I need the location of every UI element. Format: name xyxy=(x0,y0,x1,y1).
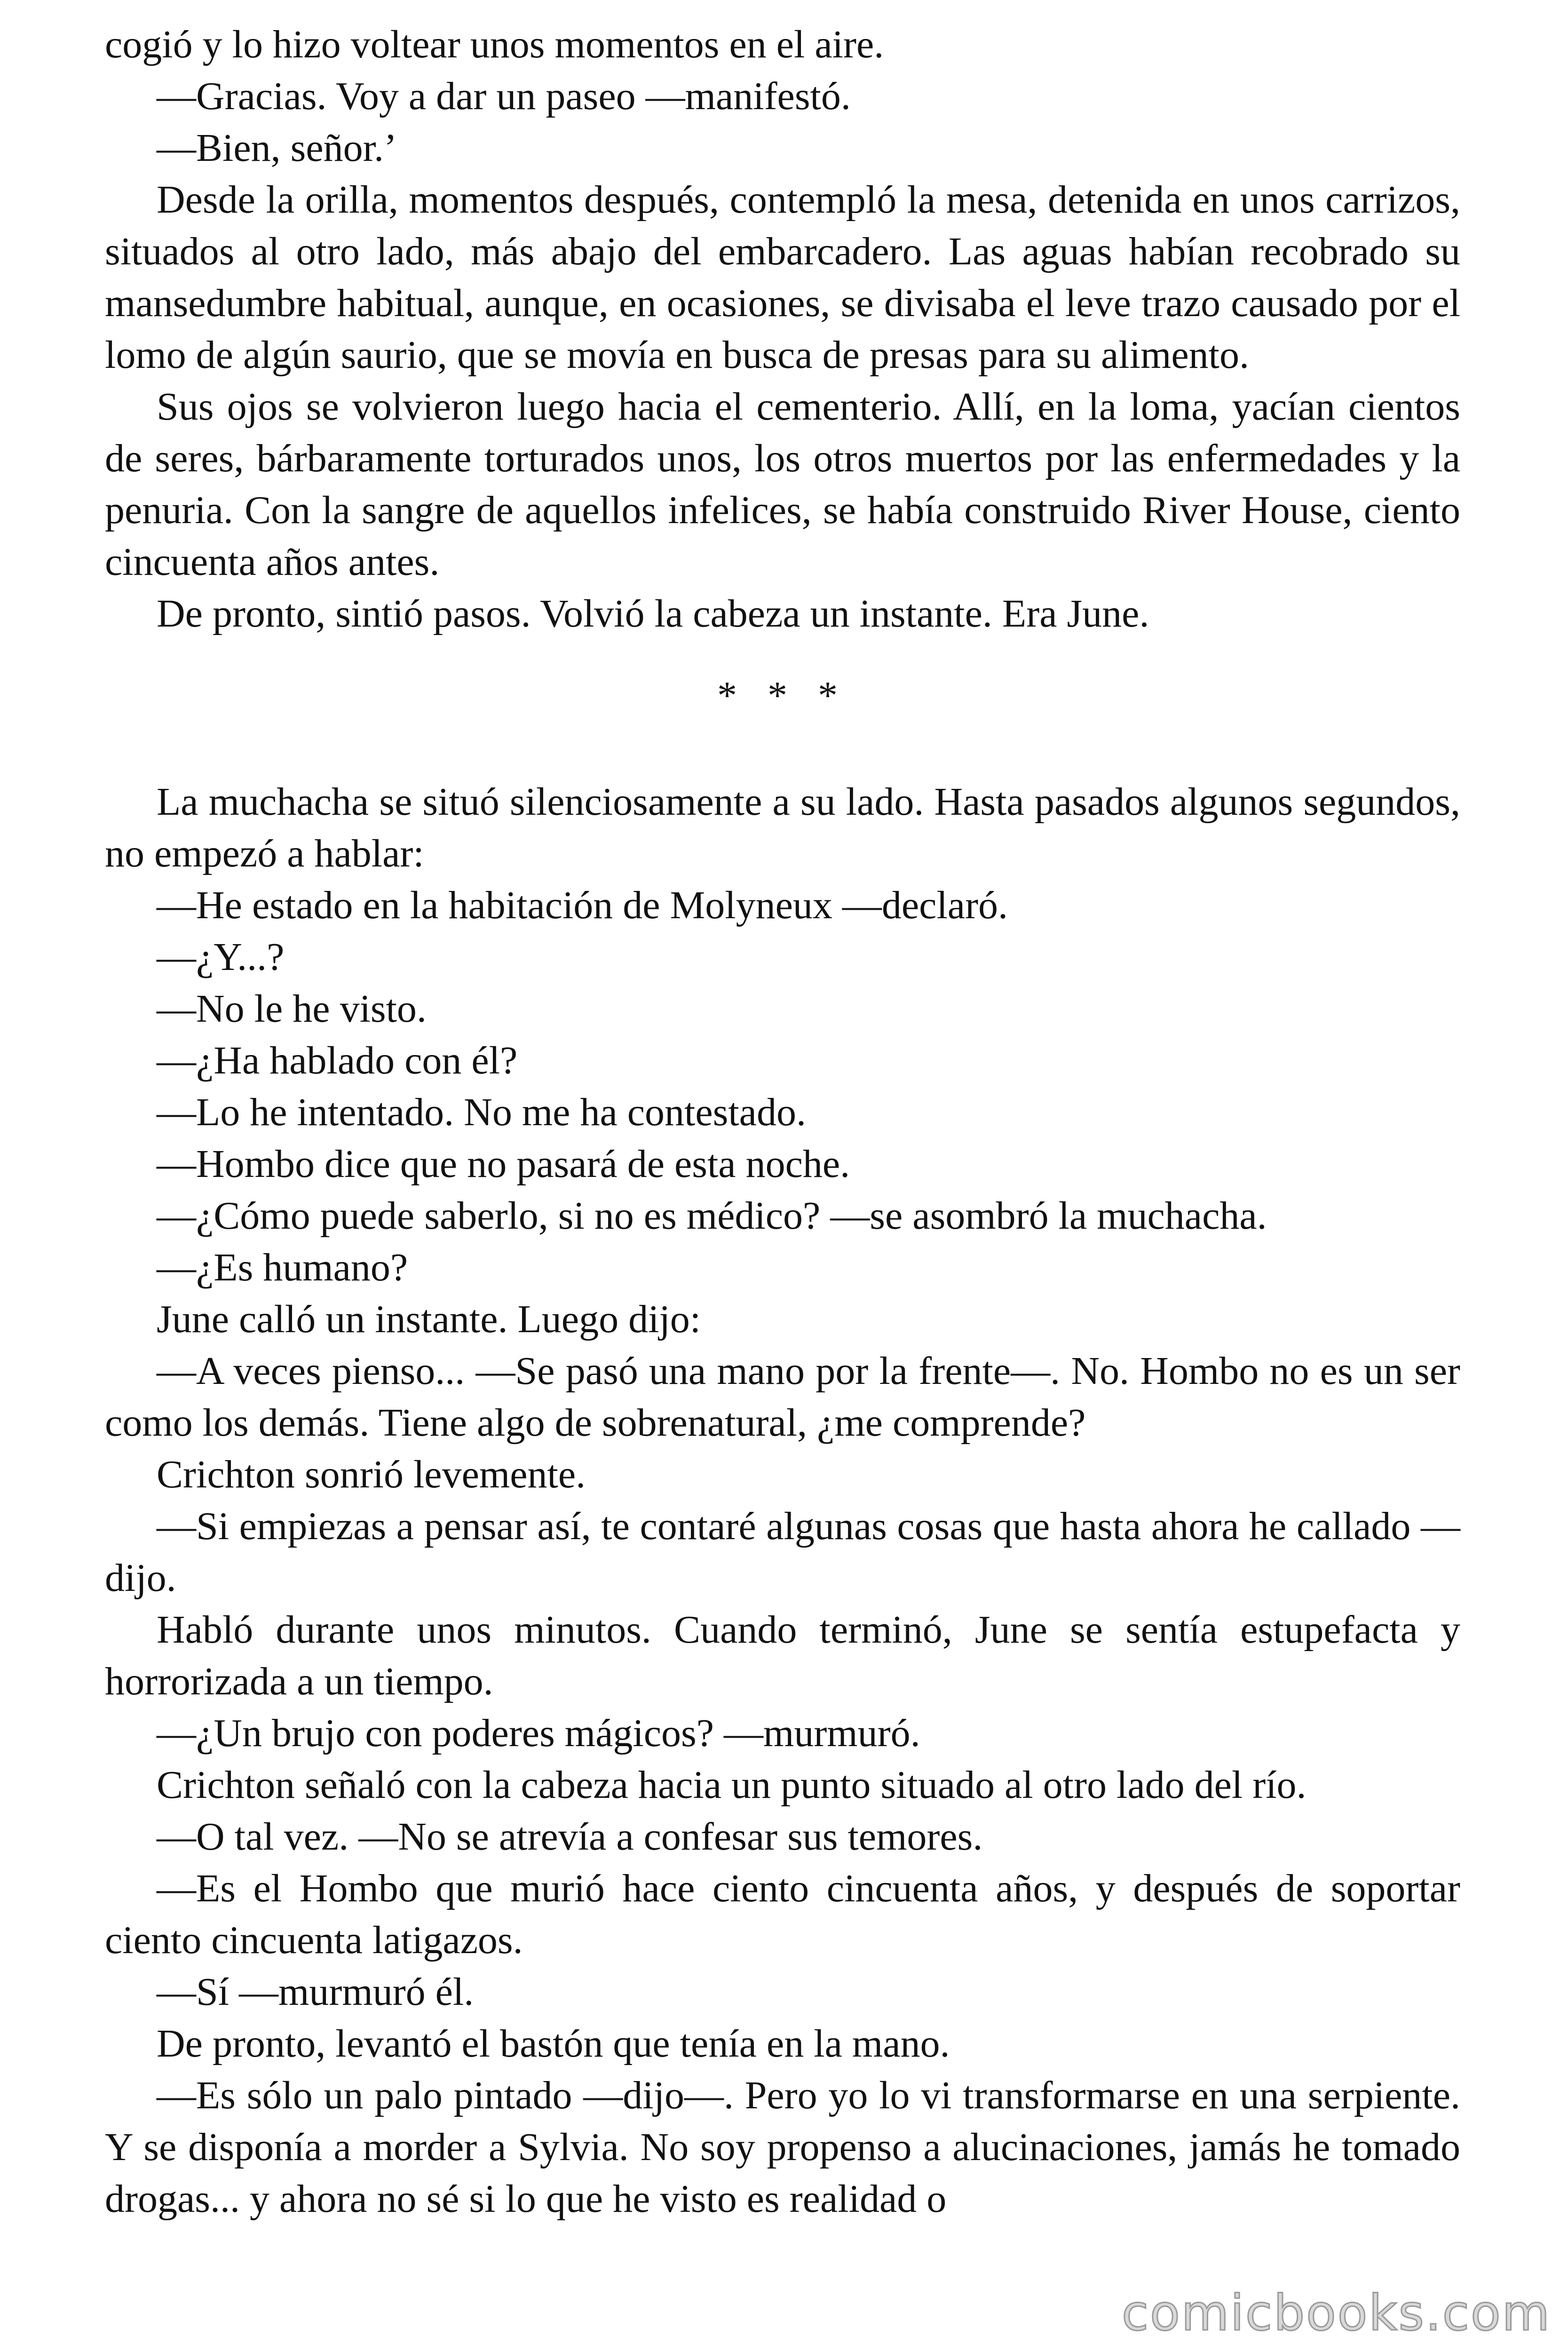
paragraph: Habló durante unos minutos. Cuando terminó, June se sentía estupefacta y horrorizada a un tiempo. xyxy=(105,1608,1460,1703)
watermark: comicbooks.com xyxy=(1121,2284,1551,2342)
paragraph: cogió y lo hizo voltear unos momentos en el aire. xyxy=(105,23,884,66)
paragraph: —¿Un brujo con poderes mágicos? —murmuró. xyxy=(157,1711,920,1755)
paragraph: —¿Es humano? xyxy=(157,1246,408,1289)
paragraph: La muchacha se situó silenciosamente a su lado. Hasta pasados algunos segundos, no empezó a hablar: xyxy=(105,780,1460,875)
paragraph: —He estado en la habitación de Molyneux —declaró. xyxy=(157,883,1008,927)
paragraph: —Es sólo un palo pintado —dijo—. Pero yo lo vi transformarse en una serpiente. Y se disponía a morder a Sylvia. No soy propenso a alucinaciones, jamás he tomado drogas... y ahora no sé si lo que he visto es realidad o xyxy=(105,2074,1460,2221)
paragraph: Sus ojos se volvieron luego hacia el cementerio. Allí, en la loma, yacían cientos de seres, bárbaramente torturados unos, los otros muertos por las enfermedades y la penuria. Con la sangre de aquellos infelices, se había construido River House, ciento cincuenta años antes. xyxy=(105,385,1460,584)
paragraph: Crichton señaló con la cabeza hacia un punto situado al otro lado del río. xyxy=(157,1763,1307,1807)
paragraph: —Lo he intentado. No me ha contestado. xyxy=(157,1090,806,1134)
text-block-top xyxy=(105,19,1460,640)
paragraph: De pronto, levantó el bastón que tenía en la mano. xyxy=(157,2022,950,2066)
paragraph: —Sí —murmuró él. xyxy=(157,1970,474,2014)
paragraph: —¿Cómo puede saberlo, si no es médico? —se asombró la muchacha. xyxy=(157,1194,1267,1238)
paragraph: June calló un instante. Luego dijo: xyxy=(157,1297,701,1341)
paragraph: —No le he visto. xyxy=(157,987,427,1031)
section-separator: * * * xyxy=(717,674,848,717)
paragraph: —Gracias. Voy a dar un paseo —manifestó. xyxy=(157,74,851,118)
paragraph: De pronto, sintió pasos. Volvió la cabeza un instante. Era June. xyxy=(157,592,1149,636)
paragraph: —Bien, señor.’ xyxy=(157,126,397,170)
paragraph: —¿Ha hablado con él? xyxy=(157,1039,518,1082)
paragraph: —Si empiezas a pensar así, te contaré algunas cosas que hasta ahora he callado —dijo. xyxy=(105,1504,1460,1600)
text-block-bottom xyxy=(105,776,1460,2225)
paragraph: —A veces pienso... —Se pasó una mano por la frente—. No. Hombo no es un ser como los demás. Tiene algo de sobrenatural, ¿me comprende? xyxy=(105,1349,1460,1445)
paragraph: Desde la orilla, momentos después, contempló la mesa, detenida en unos carrizos, situados al otro lado, más abajo del embarcadero. Las aguas habían recobrado su mansedumbre habitual, aunque, en ocasiones, se divisaba el leve trazo causado por el lomo de algún saurio, que se movía en busca de presas para su alimento. xyxy=(105,178,1460,377)
paragraph: —O tal vez. —No se atrevía a confesar sus temores. xyxy=(157,1815,983,1859)
book-page xyxy=(105,19,1460,2225)
paragraph: —¿Y...? xyxy=(157,935,285,979)
paragraph: —Es el Hombo que murió hace ciento cincuenta años, y después de soportar ciento cincuenta latigazos. xyxy=(105,1867,1460,1962)
paragraph: Crichton sonrió levemente. xyxy=(157,1453,586,1496)
paragraph: —Hombo dice que no pasará de esta noche. xyxy=(157,1142,850,1186)
